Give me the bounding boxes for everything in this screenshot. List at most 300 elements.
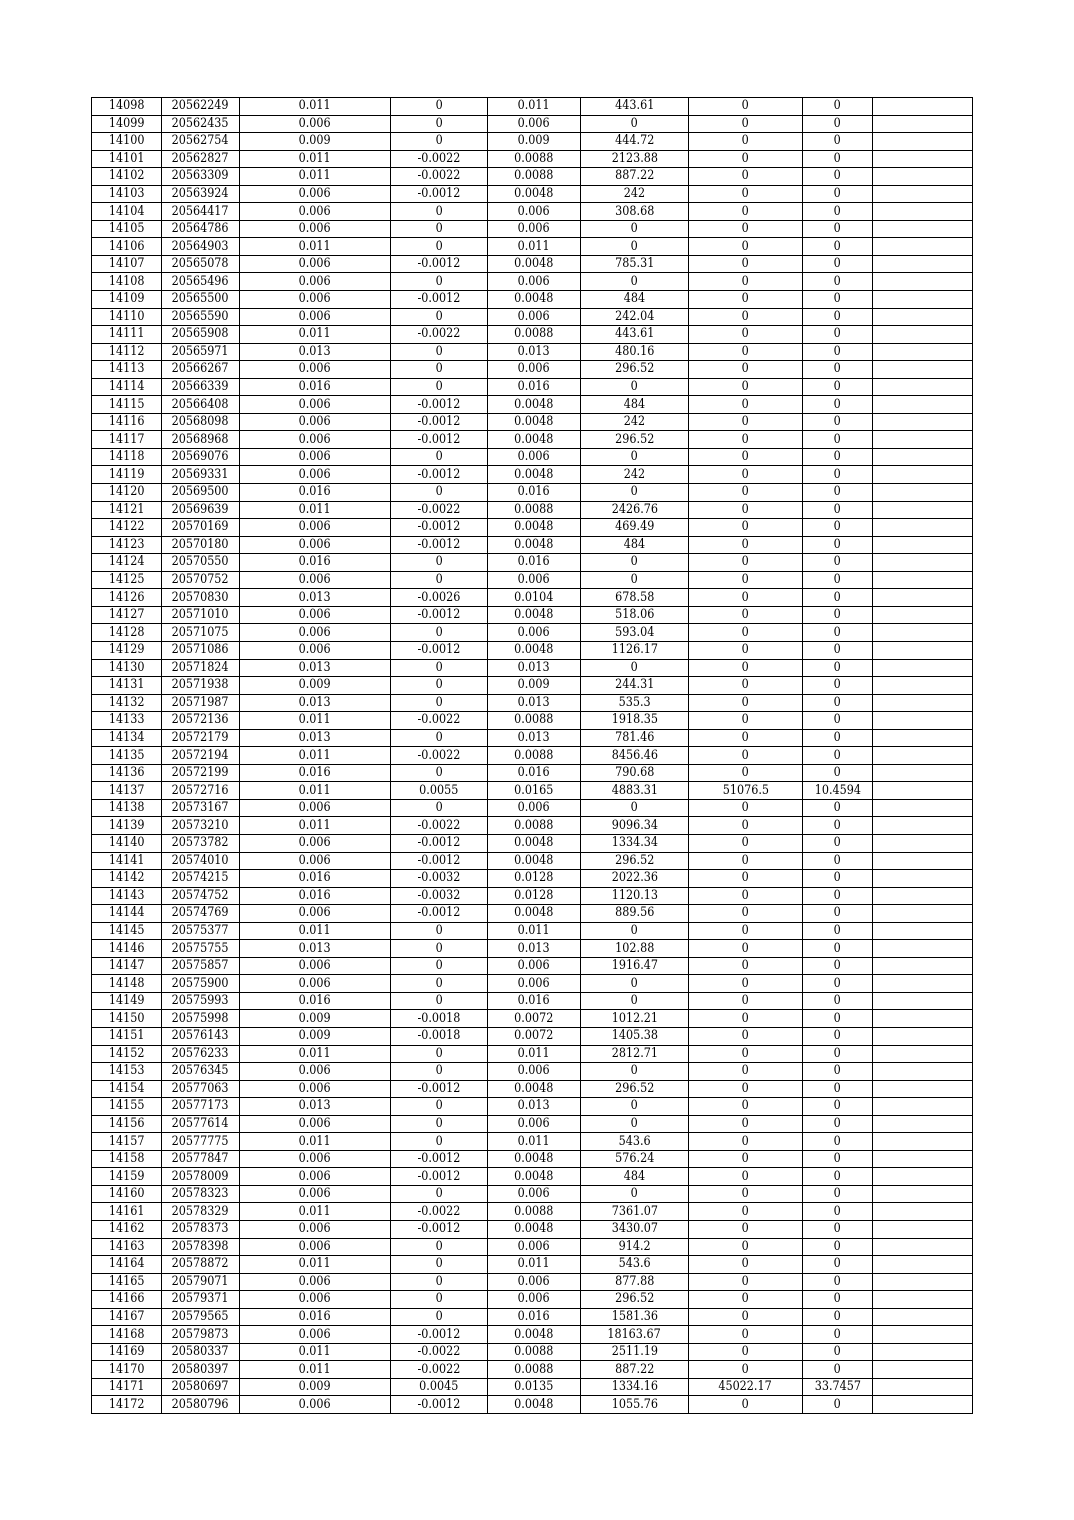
amount-cell [581, 1221, 689, 1239]
row-index-cell [92, 641, 162, 659]
value-b-cell [488, 1238, 581, 1256]
cell-text: 0.013 [517, 659, 551, 675]
cell-text: 20566408 [172, 396, 229, 412]
table-row [92, 729, 973, 747]
value-a-cell [240, 992, 391, 1010]
blank-cell [873, 1045, 973, 1063]
ratio-cell [803, 255, 873, 273]
value-a-cell [240, 308, 391, 326]
cell-text: 2511.19 [611, 1344, 658, 1360]
blank-cell [873, 641, 973, 659]
cell-text: 20571938 [172, 677, 229, 693]
total-cell [689, 431, 803, 449]
cell-text: 14098 [108, 98, 145, 114]
cell-text: 20568098 [172, 414, 229, 430]
blank-cell [873, 536, 973, 554]
total-cell [689, 466, 803, 484]
adjustment-cell [391, 115, 488, 133]
value-a-cell [240, 887, 391, 905]
cell-text: 0 [435, 221, 443, 237]
cell-text: 14143 [108, 887, 145, 903]
cell-text: 20569076 [172, 449, 229, 465]
cell-text: 0.0088 [514, 1203, 554, 1219]
total-cell [689, 817, 803, 835]
id-cell [162, 659, 240, 677]
id-cell [162, 185, 240, 203]
row-index-cell [92, 484, 162, 502]
adjustment-cell [391, 992, 488, 1010]
table-row [92, 747, 973, 765]
cell-text: 0 [741, 221, 750, 237]
cell-text: 20575998 [172, 1010, 229, 1026]
cell-text: 443.61 [614, 98, 655, 114]
id-cell [162, 712, 240, 730]
total-cell [689, 694, 803, 712]
row-index-cell [92, 922, 162, 940]
row-index-cell [92, 1063, 162, 1081]
cell-text: -0.0012 [417, 1221, 461, 1237]
ratio-cell [803, 694, 873, 712]
cell-text: 0 [741, 1115, 750, 1131]
cell-text: 0.013 [298, 659, 332, 675]
total-cell [689, 133, 803, 151]
cell-text: 20573167 [172, 800, 229, 816]
table-row [92, 291, 973, 309]
cell-text: 0.006 [517, 1063, 551, 1079]
table-row [92, 396, 973, 414]
blank-cell [873, 589, 973, 607]
amount-cell [581, 677, 689, 695]
value-a-cell [240, 1256, 391, 1274]
adjustment-cell [391, 431, 488, 449]
ratio-cell [803, 887, 873, 905]
blank-cell [873, 1027, 973, 1045]
amount-cell [581, 1168, 689, 1186]
value-b-cell [488, 957, 581, 975]
value-a-cell [240, 501, 391, 519]
value-a-cell [240, 1221, 391, 1239]
cell-text: 14154 [108, 1080, 145, 1096]
ratio-cell [803, 150, 873, 168]
cell-text: 0 [435, 273, 443, 289]
id-cell [162, 1326, 240, 1344]
cell-text: 14121 [108, 501, 145, 517]
cell-text: 0.0048 [514, 1151, 554, 1167]
ratio-cell [803, 659, 873, 677]
cell-text: 0 [435, 993, 443, 1009]
cell-text: 0.011 [298, 98, 332, 114]
adjustment-cell [391, 747, 488, 765]
cell-text: -0.0022 [417, 712, 461, 728]
id-cell [162, 747, 240, 765]
cell-text: 0 [435, 1045, 443, 1061]
blank-cell [873, 343, 973, 361]
blank-cell [873, 255, 973, 273]
table-row [92, 536, 973, 554]
cell-text: 0.006 [298, 115, 332, 131]
cell-text: 0 [435, 1256, 443, 1272]
cell-text: 8456.46 [611, 747, 658, 763]
id-cell [162, 413, 240, 431]
value-b-cell [488, 905, 581, 923]
id-cell [162, 484, 240, 502]
cell-text: -0.0012 [417, 642, 461, 658]
cell-text: 0 [833, 1344, 842, 1360]
blank-cell [873, 1185, 973, 1203]
cell-text: 0 [741, 133, 750, 149]
total-cell [689, 870, 803, 888]
value-b-cell [488, 396, 581, 414]
cell-text: 0 [833, 519, 842, 535]
row-index-cell [92, 606, 162, 624]
value-b-cell [488, 1133, 581, 1151]
cell-text: 0.0048 [514, 607, 554, 623]
adjustment-cell [391, 712, 488, 730]
cell-text: 20580796 [172, 1396, 229, 1412]
cell-text: 20577173 [172, 1098, 229, 1114]
cell-text: 0 [833, 186, 842, 201]
blank-cell [873, 1221, 973, 1239]
cell-text: 0.011 [517, 922, 551, 938]
ratio-cell [803, 870, 873, 888]
cell-text: 14116 [108, 414, 145, 430]
cell-text: 0 [833, 993, 842, 1009]
total-cell [689, 799, 803, 817]
ratio-cell [803, 922, 873, 940]
adjustment-cell [391, 168, 488, 186]
cell-text: 14108 [108, 273, 145, 289]
table-row [92, 624, 973, 642]
cell-text: -0.0012 [417, 396, 461, 412]
cell-text: 0 [741, 1256, 750, 1272]
adjustment-cell [391, 1221, 488, 1239]
adjustment-cell [391, 343, 488, 361]
cell-text: 296.52 [614, 431, 655, 447]
adjustment-cell [391, 98, 488, 116]
row-index-cell [92, 361, 162, 379]
cell-text: 0 [741, 536, 750, 552]
cell-text: 0 [741, 1063, 750, 1079]
cell-text: 14129 [108, 642, 145, 658]
cell-text: 0 [741, 238, 750, 254]
ratio-cell [803, 1221, 873, 1239]
cell-text: 20578872 [172, 1256, 229, 1272]
ratio-cell [803, 1150, 873, 1168]
id-cell [162, 554, 240, 572]
value-b-cell [488, 571, 581, 589]
cell-text: 0.0072 [514, 1010, 554, 1026]
cell-text: 14130 [108, 659, 145, 675]
table-row [92, 606, 973, 624]
amount-cell [581, 238, 689, 256]
amount-cell [581, 1133, 689, 1151]
cell-text: 20570830 [172, 589, 229, 605]
cell-text: 0 [741, 1133, 750, 1149]
ratio-cell [803, 1133, 873, 1151]
cell-text: 0 [630, 554, 639, 570]
amount-cell [581, 413, 689, 431]
value-b-cell [488, 1010, 581, 1028]
cell-text: 0.006 [298, 905, 332, 921]
cell-text: 0.0048 [514, 291, 554, 307]
table-row [92, 1326, 973, 1344]
adjustment-cell [391, 1115, 488, 1133]
adjustment-cell [391, 799, 488, 817]
cell-text: 0.006 [298, 624, 332, 640]
cell-text: 20579371 [172, 1291, 229, 1307]
cell-text: 678.58 [614, 589, 655, 605]
cell-text: 0 [833, 1080, 842, 1096]
total-cell [689, 1343, 803, 1361]
adjustment-cell [391, 1080, 488, 1098]
cell-text: 0 [833, 659, 842, 675]
blank-cell [873, 712, 973, 730]
value-b-cell [488, 98, 581, 116]
cell-text: 0.0088 [514, 747, 554, 763]
cell-text: 0 [741, 1028, 750, 1044]
cell-text: 1916.47 [611, 958, 658, 974]
blank-cell [873, 291, 973, 309]
blank-cell [873, 870, 973, 888]
table-row [92, 378, 973, 396]
cell-text: -0.0032 [417, 887, 461, 903]
table-row [92, 168, 973, 186]
cell-text: 0.006 [517, 308, 551, 324]
cell-text: 20580397 [172, 1361, 229, 1377]
cell-text: 0 [435, 1063, 443, 1079]
cell-text: 0 [435, 800, 443, 816]
total-cell [689, 396, 803, 414]
cell-text: 0 [833, 729, 842, 745]
row-index-cell [92, 1098, 162, 1116]
value-a-cell [240, 1010, 391, 1028]
cell-text: 0.0088 [514, 817, 554, 833]
row-index-cell [92, 1238, 162, 1256]
ratio-cell [803, 203, 873, 221]
cell-text: 14141 [108, 852, 145, 868]
blank-cell [873, 519, 973, 537]
cell-text: 20580697 [172, 1379, 229, 1395]
cell-text: 14161 [108, 1203, 145, 1219]
amount-cell [581, 1326, 689, 1344]
cell-text: 14152 [108, 1045, 145, 1061]
cell-text: 20575377 [172, 922, 229, 938]
cell-text: 0.0048 [514, 396, 554, 412]
blank-cell [873, 1133, 973, 1151]
cell-text: 14139 [108, 817, 145, 833]
cell-text: 0 [833, 765, 842, 781]
amount-cell [581, 712, 689, 730]
id-cell [162, 817, 240, 835]
value-b-cell [488, 677, 581, 695]
cell-text: 0 [833, 1221, 842, 1237]
total-cell [689, 1063, 803, 1081]
cell-text: 0 [435, 572, 443, 588]
total-cell [689, 168, 803, 186]
value-b-cell [488, 641, 581, 659]
value-a-cell [240, 641, 391, 659]
cell-text: 0 [833, 835, 842, 851]
cell-text: 0 [741, 607, 750, 623]
table-row [92, 1133, 973, 1151]
amount-cell [581, 1308, 689, 1326]
ratio-cell [803, 1378, 873, 1396]
adjustment-cell [391, 1273, 488, 1291]
adjustment-cell [391, 308, 488, 326]
id-cell [162, 133, 240, 151]
cell-text: 0 [435, 1098, 443, 1114]
adjustment-cell [391, 554, 488, 572]
cell-text: 20578398 [172, 1238, 229, 1254]
row-index-cell [92, 764, 162, 782]
cell-text: 14131 [108, 677, 145, 693]
adjustment-cell [391, 519, 488, 537]
blank-cell [873, 764, 973, 782]
value-b-cell [488, 1115, 581, 1133]
total-cell [689, 1168, 803, 1186]
cell-text: 14128 [108, 624, 145, 640]
value-b-cell [488, 1150, 581, 1168]
total-cell [689, 1396, 803, 1414]
cell-text: 785.31 [614, 256, 655, 272]
ratio-cell [803, 852, 873, 870]
cell-text: 20565500 [172, 291, 229, 307]
value-b-cell [488, 220, 581, 238]
adjustment-cell [391, 1027, 488, 1045]
blank-cell [873, 606, 973, 624]
adjustment-cell [391, 273, 488, 291]
cell-text: 0.0048 [514, 852, 554, 868]
row-index-cell [92, 1150, 162, 1168]
table-row [92, 1080, 973, 1098]
cell-text: 0.006 [298, 414, 332, 430]
cell-text: 14171 [108, 1379, 145, 1395]
table-row [92, 220, 973, 238]
value-a-cell [240, 1238, 391, 1256]
cell-text: 0 [435, 1273, 443, 1289]
cell-text: 0 [833, 1238, 842, 1254]
row-index-cell [92, 729, 162, 747]
id-cell [162, 378, 240, 396]
amount-cell [581, 1115, 689, 1133]
table-row [92, 413, 973, 431]
id-cell [162, 1221, 240, 1239]
cell-text: 0.0048 [514, 1168, 554, 1184]
blank-cell [873, 98, 973, 116]
adjustment-cell [391, 624, 488, 642]
cell-text: 0 [741, 1344, 750, 1360]
value-a-cell [240, 817, 391, 835]
cell-text: 0 [833, 905, 842, 921]
adjustment-cell [391, 887, 488, 905]
total-cell [689, 1115, 803, 1133]
cell-text: 14120 [108, 484, 145, 500]
table-row [92, 1010, 973, 1028]
cell-text: 0.016 [517, 554, 551, 570]
id-cell [162, 729, 240, 747]
value-a-cell [240, 1343, 391, 1361]
cell-text: 0 [833, 1396, 842, 1412]
cell-text: 14124 [108, 554, 145, 570]
adjustment-cell [391, 606, 488, 624]
cell-text: 0 [741, 993, 750, 1009]
cell-text: 14133 [108, 712, 145, 728]
cell-text: 20566339 [172, 379, 229, 395]
blank-cell [873, 905, 973, 923]
cell-text: 0.009 [298, 1379, 332, 1395]
cell-text: 0.016 [517, 993, 551, 1009]
cell-text: 0.009 [298, 1028, 332, 1044]
blank-cell [873, 1010, 973, 1028]
cell-text: 14162 [108, 1221, 145, 1237]
cell-text: 14100 [108, 133, 145, 149]
cell-text: 14164 [108, 1256, 145, 1272]
cell-text: 0 [741, 379, 750, 395]
cell-text: 0 [741, 484, 750, 500]
table-row [92, 326, 973, 344]
value-b-cell [488, 343, 581, 361]
row-index-cell [92, 694, 162, 712]
cell-text: 484 [623, 1168, 646, 1184]
cell-text: -0.0022 [417, 747, 461, 763]
cell-text: 0 [833, 168, 842, 184]
cell-text: 0 [741, 1291, 750, 1307]
total-cell [689, 641, 803, 659]
cell-text: 0 [741, 501, 750, 517]
cell-text: 0 [741, 870, 750, 886]
amount-cell [581, 606, 689, 624]
row-index-cell [92, 659, 162, 677]
value-b-cell [488, 1203, 581, 1221]
value-a-cell [240, 747, 391, 765]
cell-text: 0.0048 [514, 905, 554, 921]
cell-text: 20569639 [172, 501, 229, 517]
total-cell [689, 1221, 803, 1239]
total-cell [689, 992, 803, 1010]
table-row [92, 203, 973, 221]
row-index-cell [92, 712, 162, 730]
blank-cell [873, 1256, 973, 1274]
value-b-cell [488, 554, 581, 572]
cell-text: 1126.17 [611, 642, 658, 658]
value-b-cell [488, 361, 581, 379]
value-a-cell [240, 1150, 391, 1168]
total-cell [689, 220, 803, 238]
blank-cell [873, 852, 973, 870]
cell-text: 0.0165 [514, 782, 554, 798]
cell-text: 0 [741, 1010, 750, 1026]
cell-text: 14127 [108, 607, 145, 623]
blank-cell [873, 975, 973, 993]
cell-text: 0.009 [298, 133, 332, 149]
cell-text: 20580337 [172, 1344, 229, 1360]
row-index-cell [92, 220, 162, 238]
cell-text: 0 [741, 887, 750, 903]
cell-text: 14156 [108, 1115, 145, 1131]
value-b-cell [488, 799, 581, 817]
cell-text: 10.4594 [814, 782, 861, 798]
cell-text: 20578329 [172, 1203, 229, 1219]
adjustment-cell [391, 1343, 488, 1361]
cell-text: 0 [833, 940, 842, 956]
value-b-cell [488, 1396, 581, 1414]
cell-text: 2812.71 [611, 1045, 658, 1061]
cell-text: 0 [630, 1186, 639, 1202]
cell-text: 20573782 [172, 835, 229, 851]
ratio-cell [803, 168, 873, 186]
cell-text: 51076.5 [722, 782, 769, 798]
cell-text: -0.0012 [417, 414, 461, 430]
